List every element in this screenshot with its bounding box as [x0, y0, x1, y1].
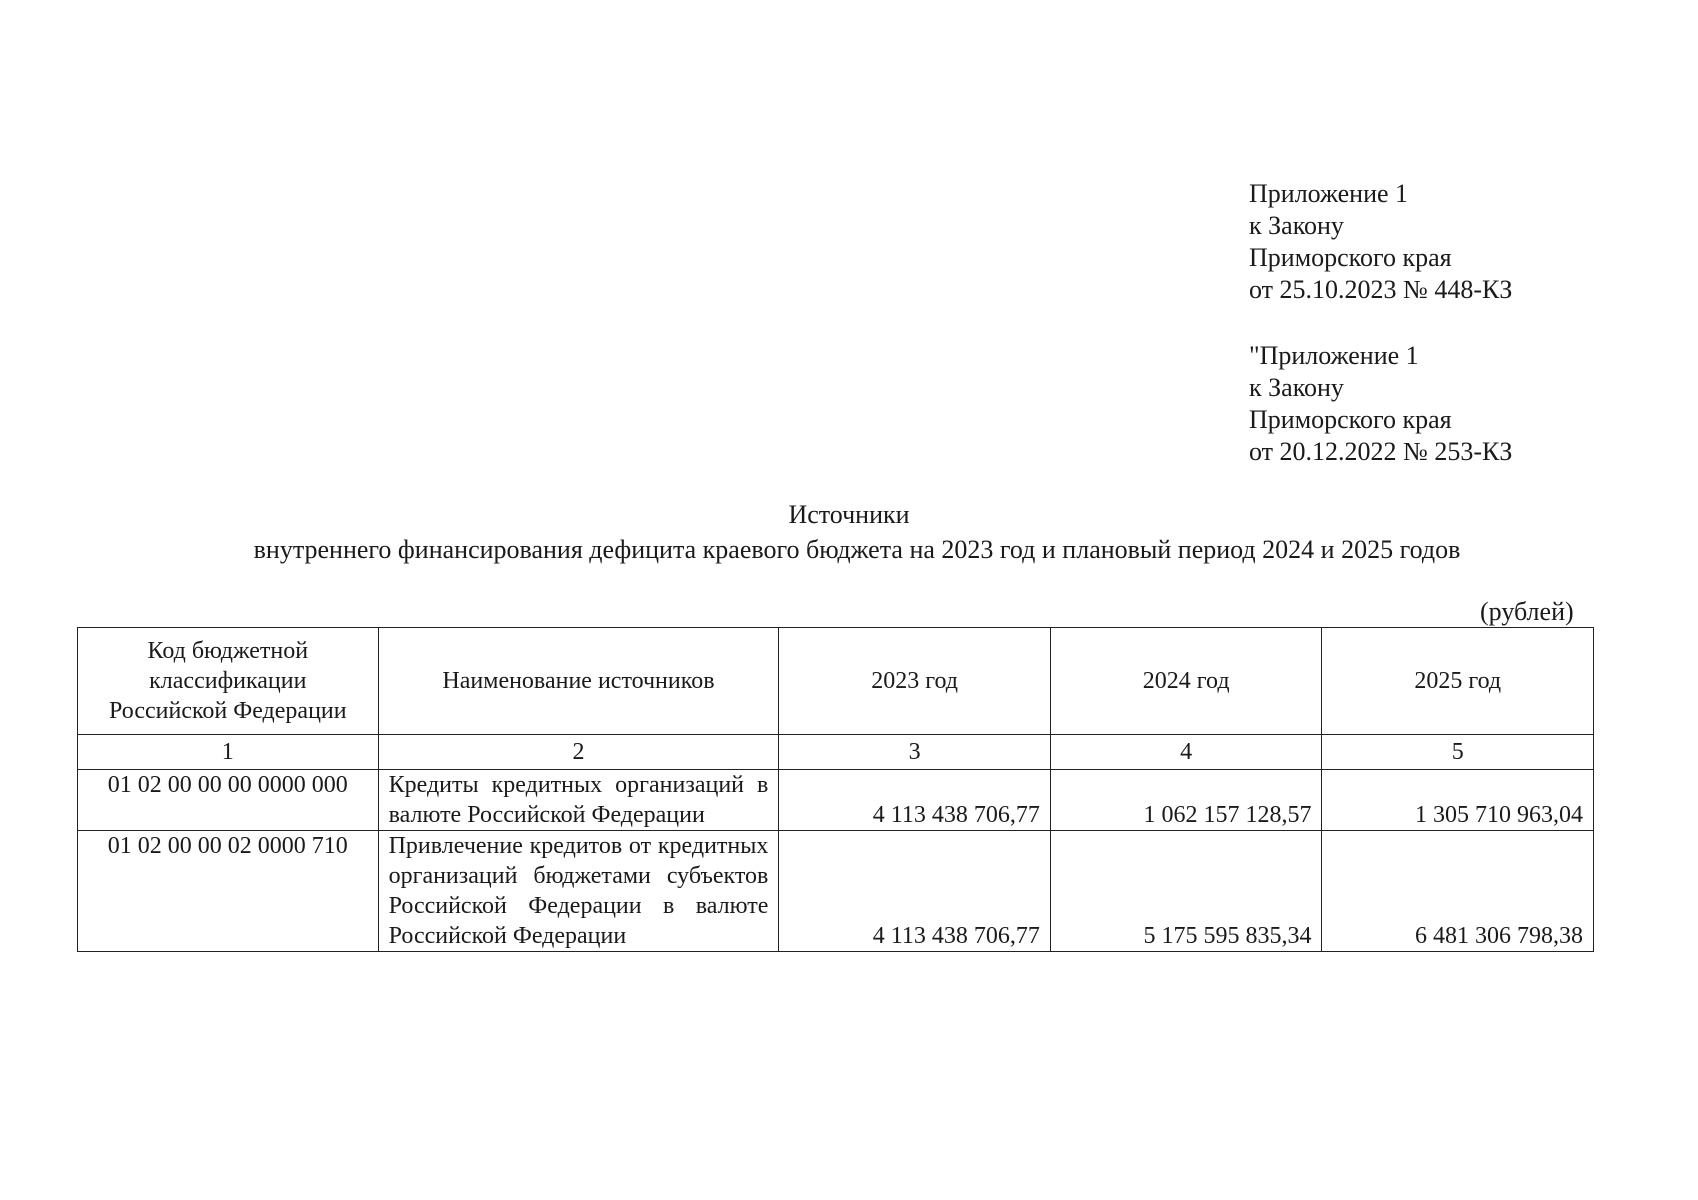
column-number: 5 — [1322, 735, 1594, 770]
header-2025: 2025 год — [1322, 628, 1594, 735]
appendix-current-line-4: от 25.10.2023 № 448-КЗ — [1249, 275, 1513, 304]
row-amount-2025: 1 305 710 963,04 — [1322, 770, 1594, 831]
row-amount-2023: 4 113 438 706,77 — [779, 770, 1051, 831]
column-number-row — [78, 735, 1594, 770]
table-row — [78, 831, 1594, 952]
appendix-original-line-1: "Приложение 1 — [1249, 341, 1419, 370]
column-number: 4 — [1050, 735, 1322, 770]
row-amount-2023: 4 113 438 706,77 — [779, 831, 1051, 952]
column-number: 1 — [78, 735, 379, 770]
column-number: 3 — [779, 735, 1051, 770]
header-code-line-1: Код бюджетной — [147, 638, 309, 664]
row-amount-2024: 5 175 595 835,34 — [1050, 831, 1322, 952]
row-amount-2024: 1 062 157 128,57 — [1050, 770, 1322, 831]
header-code — [78, 628, 379, 735]
row-code: 01 02 00 00 00 0000 000 — [78, 770, 379, 831]
document-subtitle: внутреннего финансирования дефицита краевого бюджета на 2023 год и плановый период 2024 и 2025 годов — [253, 535, 1461, 564]
header-code-line-2: классификации — [149, 668, 307, 694]
appendix-current-line-3: Приморского края — [1249, 243, 1452, 272]
financing-sources-table — [77, 627, 1594, 952]
document-title: Источники — [788, 500, 910, 529]
appendix-original-line-2: к Закону — [1249, 373, 1344, 402]
appendix-current-line-1: Приложение 1 — [1249, 179, 1409, 208]
row-name: Кредиты кредитных организаций в валюте Российской Федерации — [378, 770, 779, 831]
row-name: Привлечение кредитов от кредитных организаций бюджетами субъектов Российской Федерации в валюте Российской Федерации — [378, 831, 779, 952]
table-row — [78, 770, 1594, 831]
header-code-line-3: Российской Федерации — [108, 698, 347, 724]
row-code: 01 02 00 00 02 0000 710 — [78, 831, 379, 952]
appendix-original-line-4: от 20.12.2022 № 253-КЗ — [1249, 437, 1513, 466]
row-amount-2025: 6 481 306 798,38 — [1322, 831, 1594, 952]
appendix-original-line-3: Приморского края — [1249, 405, 1452, 434]
header-name: Наименование источников — [378, 628, 779, 735]
unit-label: (рублей) — [1480, 597, 1574, 626]
table-header-row — [78, 628, 1594, 735]
appendix-original-reference — [1249, 340, 1512, 468]
header-2024: 2024 год — [1050, 628, 1322, 735]
header-2023: 2023 год — [779, 628, 1051, 735]
appendix-current-reference — [1249, 178, 1512, 306]
column-number: 2 — [378, 735, 779, 770]
appendix-current-line-2: к Закону — [1249, 211, 1344, 240]
